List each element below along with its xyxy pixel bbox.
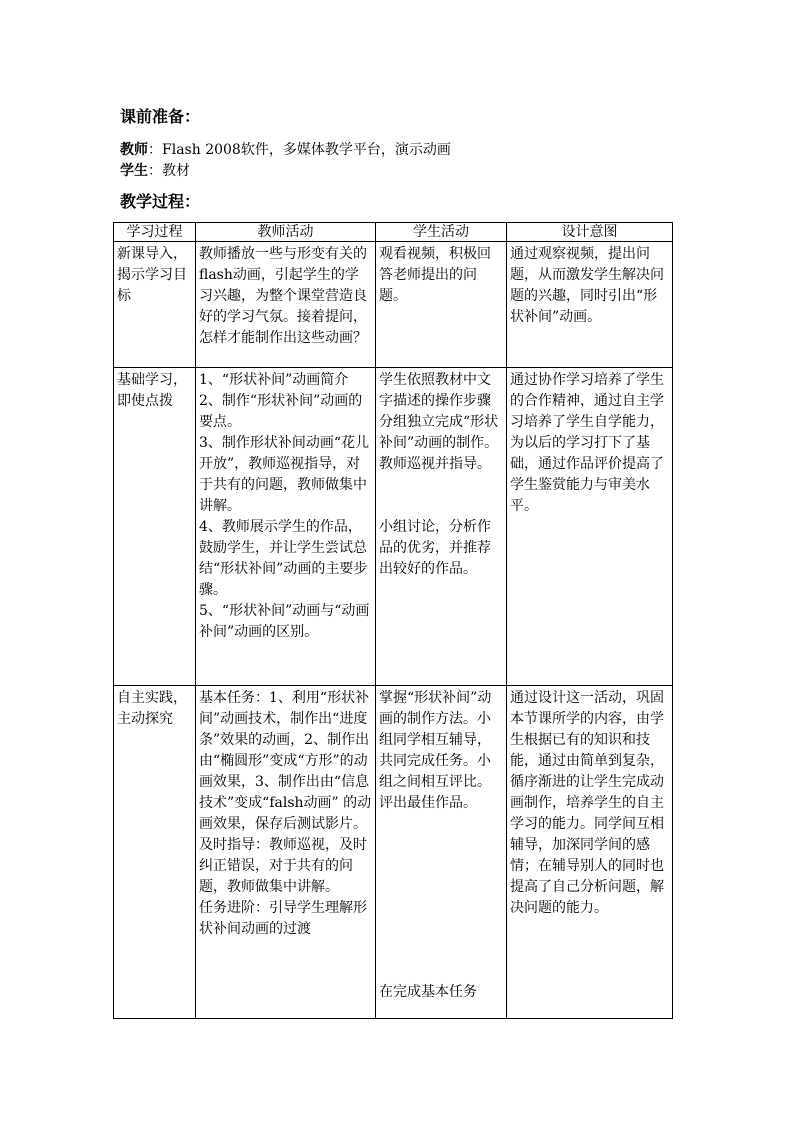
row2-teacher-item: 3、制作形状补间动画“花儿开放”，教师巡视指导，对于共有的问题，教师做集中讲解。 bbox=[199, 435, 370, 514]
student-label: 学生 bbox=[120, 163, 148, 179]
student-prep-text: ：教材 bbox=[148, 163, 190, 179]
row2-student bbox=[376, 368, 507, 686]
row2-student-a: 学生依照教材中文字描述的操作步骤分组独立完成“形状补间”动画的制作。教师巡视并指导。 bbox=[379, 372, 499, 472]
process-heading: 教学过程： bbox=[120, 192, 201, 211]
row1-stage: 新课导入，揭示学习目标 bbox=[114, 242, 196, 368]
row3-teacher-a: 基本任务：1、利用“形状补间”动画技术，制作出“进度条”效果的动画，2、制作出由“椭圆形”变成“方形”的动画效果，3、制作出由“信息技术”变成“falsh动画” 的动画效果，保存后测试影片。 bbox=[199, 690, 372, 832]
row1-teacher: 教师播放一些与形变有关的flash动画，引起学生的学习兴趣，为整个课堂营造良好的学习气氛。接着提问，怎样才能制作出这些动画？ bbox=[196, 242, 376, 368]
row2-stage: 基础学习，即使点拨 bbox=[114, 368, 196, 686]
row2-teacher-item: 5、“形状补间”动画与“动画补间”动画的区别。 bbox=[199, 603, 370, 640]
table-row bbox=[114, 368, 673, 686]
teacher-label: 教师 bbox=[120, 142, 148, 158]
row2-student-gap bbox=[379, 475, 503, 517]
header-intent: 设计意图 bbox=[507, 223, 673, 242]
row3-teacher-b: 及时指导：教师巡视，及时纠正错误，对于共有的问题，教师做集中讲解。 bbox=[199, 837, 367, 895]
row3-teacher-c: 任务进阶：引导学生理解形状补间动画的过渡 bbox=[199, 900, 367, 937]
header-stage: 学习过程 bbox=[114, 223, 196, 242]
student-prep-line bbox=[120, 160, 190, 180]
table-row bbox=[114, 242, 673, 368]
row3-student-a: 掌握“形状补间”动画的制作方法。小组同学相互辅导，共同完成任务。小组之间相互评比。评出最佳作品。 bbox=[379, 690, 492, 811]
row1-intent: 通过观察视频，提出问题，从而激发学生解决问题的兴趣，同时引出“形状补间”动画。 bbox=[507, 242, 673, 368]
table-header-row bbox=[114, 223, 673, 242]
row3-student-b: 在完成基本任务 bbox=[379, 984, 477, 1000]
teacher-prep-line bbox=[120, 139, 451, 159]
row3-intent: 通过设计这一活动，巩固本节课所学的内容，由学生根据已有的知识和技能，通过由简单到复杂，循序渐进的让学生完成动画制作，培养学生的自主学习的能力。同学间互相辅导，加深同学间的感情；在辅导别人的同时也提高了自己分析问题，解决问题的能力。 bbox=[507, 686, 673, 1019]
table-row bbox=[114, 686, 673, 1019]
row2-student-b: 小组讨论，分析作品的优劣，并推荐出较好的作品。 bbox=[379, 519, 491, 577]
row2-teacher-item: 4、教师展示学生的作品，鼓励学生，并让学生尝试总结“形状补间”动画的主要步骤。 bbox=[199, 519, 368, 598]
row3-stage: 自主实践，主动探究 bbox=[114, 686, 196, 1019]
row1-student: 观看视频，积极回答老师提出的问题。 bbox=[376, 242, 507, 368]
teacher-prep-text: ：Flash 2008软件，多媒体教学平台，演示动画 bbox=[148, 142, 451, 158]
lesson-table bbox=[113, 222, 673, 1019]
header-student: 学生活动 bbox=[376, 223, 507, 242]
row2-teacher-item: 2、制作“形状补间”动画的要点。 bbox=[199, 393, 363, 430]
row3-student-gap bbox=[379, 814, 503, 982]
prep-heading: 课前准备： bbox=[120, 107, 201, 126]
row3-teacher bbox=[196, 686, 376, 1019]
row2-teacher-item: 1、“形状补间”动画简介 bbox=[199, 372, 349, 388]
row2-intent: 通过协作学习培养了学生的合作精神，通过自主学习培养了学生自学能力，为以后的学习打下了基础，通过作品评价提高了学生鉴赏能力与审美水平。 bbox=[507, 368, 673, 686]
header-teacher: 教师活动 bbox=[196, 223, 376, 242]
row2-teacher bbox=[196, 368, 376, 686]
row3-student bbox=[376, 686, 507, 1019]
